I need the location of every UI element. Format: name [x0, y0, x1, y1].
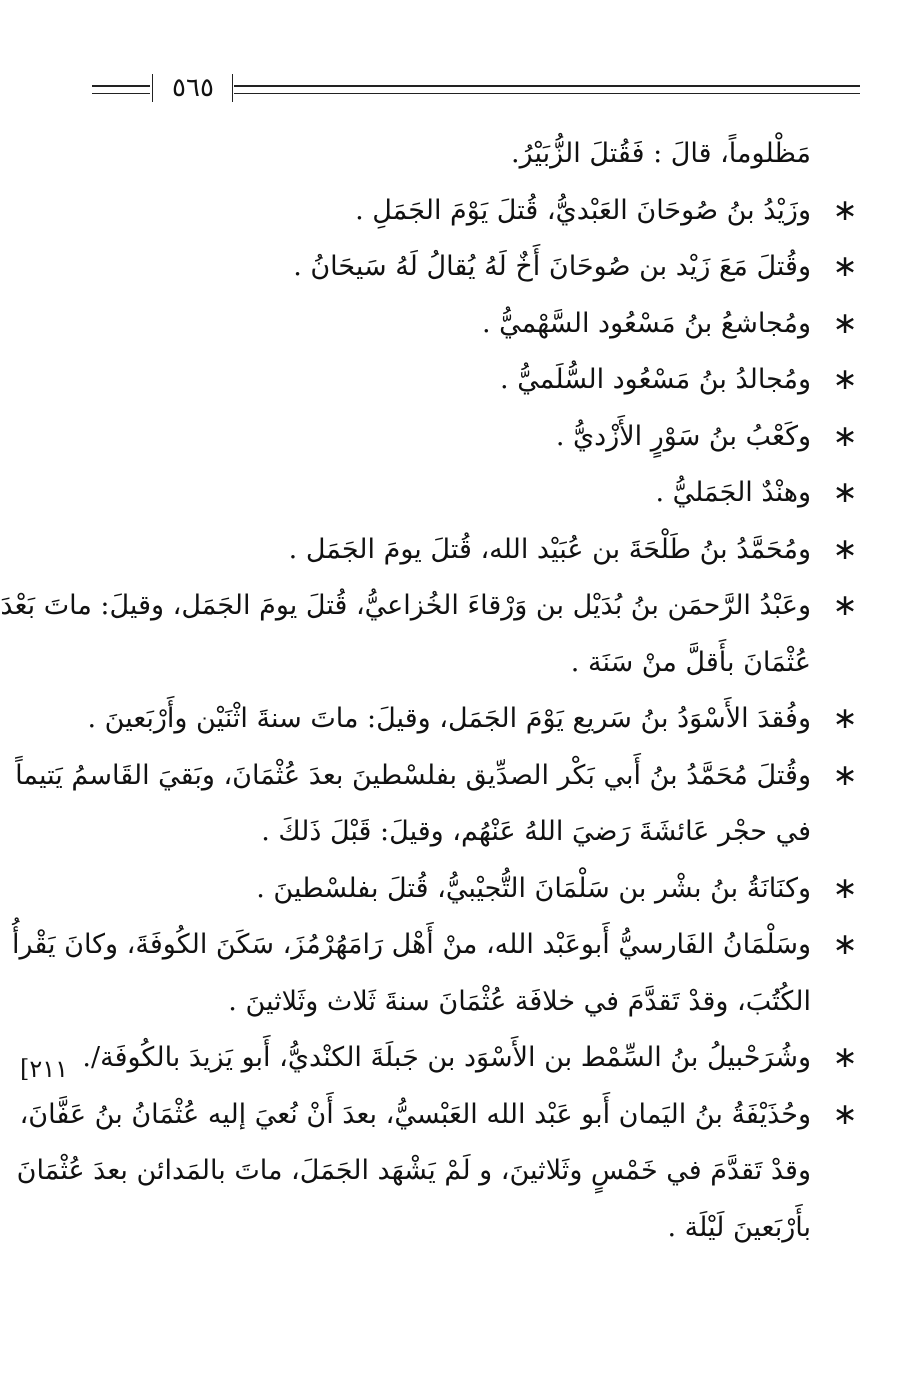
asterisk-bullet-icon: ∗: [832, 870, 858, 906]
entry-line: ومُحَمَّدُ بنُ طَلْحَةَ بن عُبَيْد الله، قُتلَ يومَ الجَمَل .: [288, 533, 811, 565]
entry-line: الكُتُبَ، وقدْ تَقدَّمَ في خلافَة عُثْمَانَ سنةَ ثَلاث وثَلاثينَ .: [228, 985, 811, 1017]
entry-line: وحُذَيْفَةُ بنُ اليَمان أَبو عَبْد الله العَبْسيُّ، بعدَ أَنْ نُعيَ إليه عُثْمَانُ بنُ عَفَّانَ،: [19, 1098, 811, 1130]
entry-line: وكَعْبُ بنُ سَوْرٍ الأَزْديُّ .: [555, 420, 811, 452]
entry: [83, 296, 863, 353]
entry-line: وعَبْدُ الرَّحمَن بنُ بُدَيْل بن وَرْقاءَ الخُزاعيُّ، قُتلَ يومَ الجَمَل، وقيلَ: ماتَ بَعْدَ: [0, 590, 811, 621]
entry-line: ومُجالدُ بنُ مَسْعُود السُّلَميُّ .: [500, 364, 811, 395]
entry: [83, 691, 863, 748]
page-number: ٥٦٥: [172, 73, 214, 103]
entry: [83, 183, 863, 240]
entry-line: بأَرْبَعينَ لَيْلَة .: [667, 1211, 811, 1243]
asterisk-bullet-icon: ∗: [832, 362, 858, 397]
entry-line: وفُقدَ الأَسْوَدُ بنُ سَريع يَوْمَ الجَمَل، وقيلَ: ماتَ سنةَ اثْنَيْن وأَرْبَعينَ .: [87, 703, 811, 734]
asterisk-bullet-icon: ∗: [832, 757, 858, 793]
entry-line: ومُجاشعُ بنُ مَسْعُود السَّهْميُّ .: [481, 307, 811, 339]
entry-line: وقُتلَ مَعَ زَيْد بن صُوحَانَ أَخٌ لَهُ يُقالُ لَهُ سَيحَانُ .: [293, 251, 811, 282]
entry-line: وقدْ تَقدَّمَ في خَمْسٍ وثَلاثينَ، و لَمْ يَشْهَد الجَمَلَ، ماتَ بالمَدائن بعدَ عُثْمَانَ: [16, 1155, 811, 1186]
entry: [83, 522, 863, 579]
asterisk-bullet-icon: ∗: [832, 305, 858, 341]
asterisk-bullet-icon: ∗: [832, 192, 858, 228]
asterisk-bullet-icon: ∗: [832, 475, 858, 510]
entry-line: في حجْر عَائشَةَ رَضيَ اللهُ عَنْهُم، وقيلَ: قَبْلَ ذَلكَ .: [261, 816, 811, 847]
asterisk-bullet-icon: ∗: [832, 249, 858, 284]
entry: [83, 352, 863, 409]
entry: [83, 1030, 863, 1087]
entry-line: عُثْمَانَ بأَقلَّ منْ سَنَة .: [570, 646, 811, 678]
margin-folio-marker: [٢١١: [20, 1055, 69, 1083]
entry: [11, 917, 863, 1030]
entry-line: وقُتلَ مُحَمَّدُ بنُ أَبي بَكْر الصدِّيق بفلسْطينَ بعدَ عُثْمَانَ، وبَقيَ القَاسمُ يَتيماً: [15, 759, 811, 791]
entry: [83, 409, 863, 466]
asterisk-bullet-icon: ∗: [832, 1096, 858, 1132]
entry: [83, 239, 863, 296]
entry-line: وزَيْدُ بنُ صُوحَانَ العَبْديُّ، قُتلَ يَوْمَ الجَمَلِ .: [355, 194, 811, 226]
entry-line: وهنْدٌ الجَمَليُّ .: [655, 477, 811, 508]
asterisk-bullet-icon: ∗: [832, 588, 858, 623]
header-rule-left: [92, 85, 150, 94]
continuation-line: مَظْلوماً، قالَ : فَقُتلَ الزُّبَيْرُ.: [510, 138, 811, 169]
entry: [83, 465, 863, 522]
asterisk-bullet-icon: ∗: [832, 1040, 858, 1075]
entry: [83, 861, 863, 918]
asterisk-bullet-icon: ∗: [832, 927, 858, 962]
entry-line: وشُرَحْبيلُ بنُ السِّمْط بن الأَسْوَد بن جَبلَةَ الكنْديُّ، أَبو يَزيدَ بالكُوفَة/.: [82, 1042, 811, 1073]
entry: [15, 748, 863, 861]
asterisk-bullet-icon: ∗: [832, 418, 858, 454]
page-header: [92, 68, 860, 108]
entry-line: وكنَانَةُ بنُ بشْر بن سَلْمَانَ التُّجيْبيُّ، قُتلَ بفلسْطينَ .: [256, 872, 811, 904]
entry-line: وسَلْمَانُ الفَارسيُّ أَبوعَبْد الله، منْ أَهْل رَامَهُرْمُزَ، سَكَنَ الكُوفَةَ، وكانَ يَقْرأُ: [11, 929, 811, 960]
asterisk-bullet-icon: ∗: [832, 531, 858, 567]
asterisk-bullet-icon: ∗: [832, 701, 858, 736]
entry: [16, 1087, 863, 1257]
header-divider-right: [232, 74, 233, 102]
header-divider-left: [152, 74, 153, 102]
entry: [0, 578, 863, 691]
header-rule-right: [234, 85, 860, 94]
